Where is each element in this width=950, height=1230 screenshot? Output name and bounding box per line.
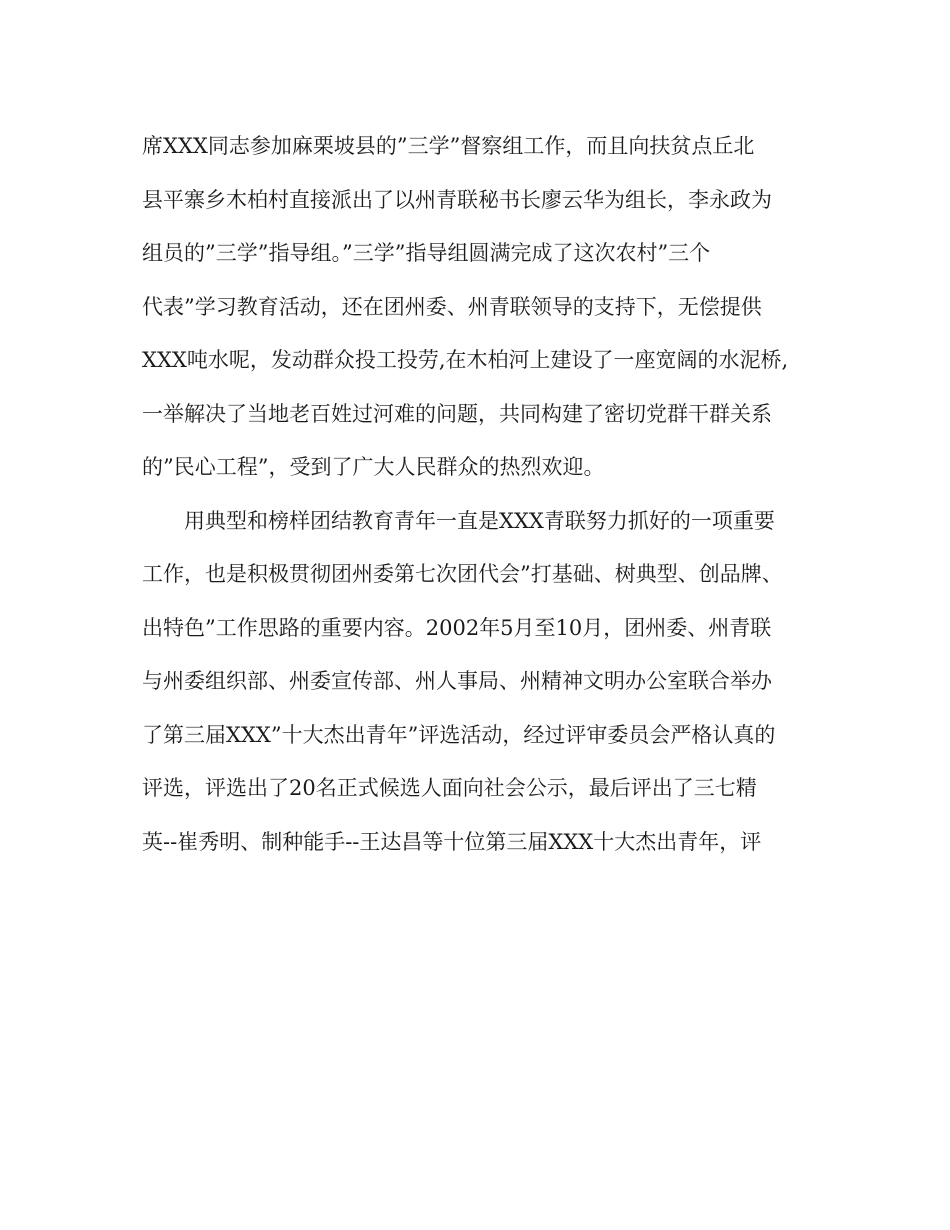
text-line: 一举解决了当地老百姓过河难的问题，共同构建了密切党群干群关系 xyxy=(142,401,772,426)
text-line: 县平寨乡木柏村直接派出了以州青联秘书长廖云华为组长，李永政为 xyxy=(142,187,772,212)
text-line: 评选，评选出了20名正式候选人面向社会公示，最后评出了三七精 xyxy=(142,776,757,800)
paragraph-first-line: 用典型和榜样团结教育青年一直是XXX青联努力抓好的一项重要 xyxy=(184,508,775,533)
text-line: 的”民心工程”，受到了广大人民群众的热烈欢迎。 xyxy=(142,455,605,479)
text-line: 英--崔秀明、制种能手--王达昌等十位第三届XXX十大杰出青年，评 xyxy=(142,829,762,854)
text-line: 代表”学习教育活动，还在团州委、州青联领导的支持下，无偿提供 xyxy=(142,294,762,319)
text-line: 出特色”工作思路的重要内容。2002年5月至10月，团州委、州青联 xyxy=(142,615,772,640)
text-line: 组员的”三学”指导组。”三学”指导组圆满完成了这次农村”三个 xyxy=(142,241,711,265)
text-line: 工作，也是积极贯彻团州委第七次团代会”打基础、树典型、创品牌、 xyxy=(142,562,783,586)
text-line: 了第三届XXX”十大杰出青年”评选活动，经过评审委员会严格认真的 xyxy=(142,722,776,747)
text-line: 席XXX同志参加麻栗坡县的”三学”督察组工作，而且向扶贫点丘北 xyxy=(142,134,755,158)
document-body xyxy=(142,120,812,869)
text-line: 与州委组织部、州委宣传部、州人事局、州精神文明办公室联合举办 xyxy=(142,669,772,693)
text-line: XXX吨水呢，发动群众投工投劳,在木柏河上建设了一座宽阔的水泥桥, xyxy=(142,348,789,372)
